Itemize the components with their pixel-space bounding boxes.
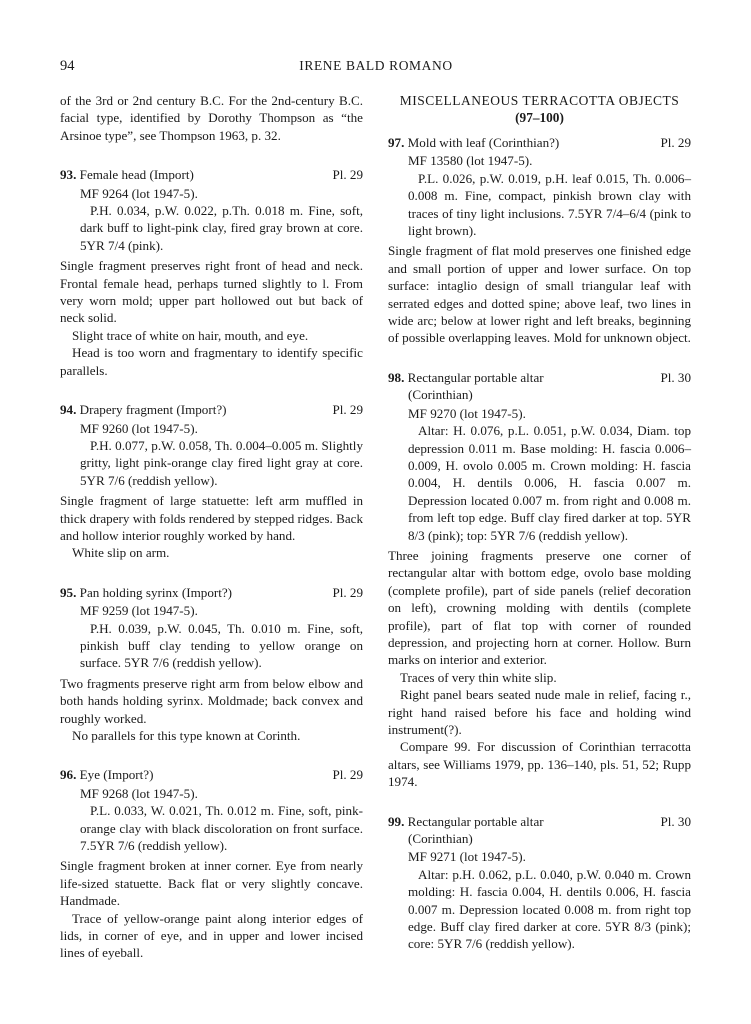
description-paragraph: Compare 99. For discussion of Corinthian terracotta altars, see Williams 1979, pp. 136–140, pls. 51, 52; Rupp 1974.: [388, 739, 691, 790]
entry-subtitle: (Corinthian): [408, 831, 473, 847]
entry-title: Drapery fragment (Import?): [79, 402, 227, 418]
catalog-entry-96: [60, 766, 363, 961]
entry-metadata: [388, 405, 691, 544]
description-paragraph: Single fragment of large statuette: left arm muffled in thick drapery with folds rendered by stepped ridges. Back and hollow interior roughly worked by hand.: [60, 493, 363, 543]
inventory-number: MF 9268 (lot 1947-5).: [80, 785, 198, 801]
dimensions-and-fabric: P.L. 0.033, W. 0.021, Th. 0.012 m. Fine, soft, pink-orange clay with black discoloration on front surface. 7.5YR 7/6 (reddish yellow).: [80, 803, 363, 854]
entry-number: 97.: [388, 135, 405, 150]
intro-paragraph: of the 3rd or 2nd century B.C. For the 2nd-century B.C. facial type, identified by Dorothy Thompson as “the Arsinoe type”, see Thompson 1963, p. 32.: [60, 93, 363, 143]
dimensions-and-fabric: P.L. 0.026, p.W. 0.019, p.H. leaf 0.015, Th. 0.006–0.008 m. Fine, compact, pinkish brown clay with traces of tiny light inclusions. 7.5YR 7/4–6/4 (pink to light brown).: [408, 170, 691, 239]
entry-number: 98.: [388, 369, 405, 385]
dimensions-and-fabric: Altar: p.H. 0.062, p.L. 0.040, p.W. 0.040 m. Crown molding: H. fascia 0.004, H. dentils 0.006, H. fascia 0.007 m. Depression located 0.008 m. from right top edge. Buff clay fired darker at core. 5YR 8/3 (pink); core: 5YR 7/6 (reddish yellow).: [408, 866, 691, 952]
catalog-entry-99: [388, 813, 691, 953]
entry-metadata: [60, 420, 363, 490]
description-paragraph: Slight trace of white on hair, mouth, and eye.: [72, 327, 309, 343]
inventory-number: MF 9270 (lot 1947-5).: [408, 405, 526, 421]
entry-heading: [60, 766, 363, 783]
running-head: IRENE BALD ROMANO: [299, 58, 453, 73]
dimensions-and-fabric: P.H. 0.034, p.W. 0.022, p.Th. 0.018 m. Fine, soft, dark buff to light-pink clay, fired gray brown at core. 5YR 7/4 (pink).: [80, 203, 363, 253]
entry-title: Rectangular portable altar: [407, 369, 544, 385]
plate-reference: Pl. 29: [332, 167, 363, 183]
entry-heading: [388, 134, 691, 151]
plate-reference: Pl. 29: [332, 767, 363, 783]
entry-heading: [60, 401, 363, 418]
plate-reference: Pl. 30: [660, 813, 691, 829]
entry-title: Rectangular portable altar: [407, 813, 544, 829]
entry-title: Mold with leaf (Corinthian?): [407, 135, 560, 150]
entry-heading: [388, 813, 691, 848]
plate-reference: Pl. 30: [660, 369, 691, 385]
catalog-entry-98: [388, 369, 691, 791]
plate-reference: Pl. 29: [660, 135, 691, 150]
description-paragraph: Right panel bears seated nude male in relief, facing r., right hand raised before his face and holding wind instrument(?).: [388, 687, 691, 737]
entry-description: [388, 242, 691, 346]
description-paragraph: Three joining fragments preserve one corner of rectangular altar with bottom edge, ovolo base molding (complete profile), part of side panels (relief decoration on left), crowning molding with dentils (complete profile), part of flat top with corner of rounded depression, and projecting horn at corner. Hollow. Burn marks on interior and exterior.: [388, 547, 691, 668]
entry-subtitle: (Corinthian): [408, 387, 473, 403]
entry-title: Eye (Import?): [79, 767, 154, 783]
description-paragraph: Trace of yellow-orange paint along interior edges of lids, in corner of eye, and in upper and lower incised lines of eyeball.: [60, 910, 363, 961]
entry-number: 96.: [60, 767, 77, 783]
inventory-number: MF 13580 (lot 1947-5).: [408, 153, 533, 169]
entry-title: Female head (Import): [79, 167, 194, 183]
inventory-number: MF 9260 (lot 1947-5).: [80, 420, 198, 436]
description-paragraph: No parallels for this type known at Corinth.: [72, 728, 301, 743]
right-column: [388, 92, 691, 953]
page-number: 94: [60, 58, 75, 74]
dimensions-and-fabric: P.H. 0.039, p.W. 0.045, Th. 0.010 m. Fine, soft, pinkish buff clay tending to yellow orange on surface. 5YR 7/6 (reddish yellow).: [80, 620, 363, 671]
entry-description: [60, 675, 363, 745]
description-paragraph: Head is too worn and fragmentary to identify specific parallels.: [60, 345, 363, 378]
catalog-entry-94: [60, 401, 363, 562]
entry-number: 93.: [60, 167, 77, 183]
catalog-entry-95: [60, 584, 363, 745]
plate-reference: Pl. 29: [332, 402, 363, 418]
inventory-number: MF 9271 (lot 1947-5).: [408, 849, 526, 865]
entry-heading: [388, 369, 691, 404]
entry-number: 95.: [60, 584, 77, 600]
description-paragraph: Traces of very thin white slip.: [400, 669, 557, 685]
description-paragraph: Two fragments preserve right arm from below elbow and both hands holding syrinx. Moldmade; back convex and roughly worked.: [60, 675, 363, 726]
entry-heading: [60, 584, 363, 601]
entry-heading: [60, 166, 363, 183]
entry-metadata: [60, 602, 363, 672]
entry-description: [388, 547, 691, 791]
entry-metadata: [60, 785, 363, 855]
entry-metadata: [388, 848, 691, 952]
page-header: [60, 58, 692, 78]
entry-metadata: [60, 185, 363, 255]
dimensions-and-fabric: P.H. 0.077, p.W. 0.058, Th. 0.004–0.005 m. Slightly gritty, light pink-orange clay fired light gray at core. 5YR 7/6 (reddish yellow).: [80, 437, 363, 488]
description-paragraph: Single fragment of flat mold preserves one finished edge and small portion of upper and lower surface. On top surface: intaglio design of small triangular leaf with serrated edges and dotted spine; above leaf, two lines in wide arc; below at lower right and left breaks, beginning of possible overlapping leaves. Mold for unknown object.: [388, 243, 691, 346]
dimensions-and-fabric: Altar: H. 0.076, p.L. 0.051, p.W. 0.034, Diam. top depression 0.011 m. Base molding: H. fascia 0.006–0.009, H. ovolo 0.005 m. Crown molding: H. fascia 0.004, H. dentils 0.006, H. fascia 0.007 m. Depression located 0.007 m. from right and 0.008 m. from left top edge. Buff clay fired darker at top. 5YR 8/3 (pink); top: 5YR 7/6 (reddish yellow).: [408, 423, 691, 543]
section-title: MISCELLANEOUS TERRACOTTA OBJECTS: [399, 93, 680, 108]
description-paragraph: White slip on arm.: [72, 545, 170, 561]
plate-reference: Pl. 29: [332, 584, 363, 600]
description-paragraph: Single fragment broken at inner corner. Eye from nearly life-sized statuette. Back flat or very slightly concave. Handmade.: [60, 858, 363, 909]
entry-description: [60, 857, 363, 961]
section-range: (97–100): [515, 110, 564, 125]
entry-description: [60, 492, 363, 562]
catalog-entry-97: [388, 134, 691, 347]
left-column: [60, 92, 363, 962]
catalog-entry-93: [60, 166, 363, 379]
entry-number: 94.: [60, 402, 77, 418]
entry-description: [60, 257, 363, 379]
entry-number: 99.: [388, 813, 405, 829]
entry-title: Pan holding syrinx (Import?): [79, 584, 233, 600]
entry-metadata: [388, 152, 691, 239]
inventory-number: MF 9264 (lot 1947-5).: [80, 185, 198, 201]
description-paragraph: Single fragment preserves right front of head and neck. Frontal female head, perhaps turned slightly to l. From very worn mold; upper part hollowed out but back of neck solid.: [60, 258, 363, 326]
inventory-number: MF 9259 (lot 1947-5).: [80, 603, 198, 619]
